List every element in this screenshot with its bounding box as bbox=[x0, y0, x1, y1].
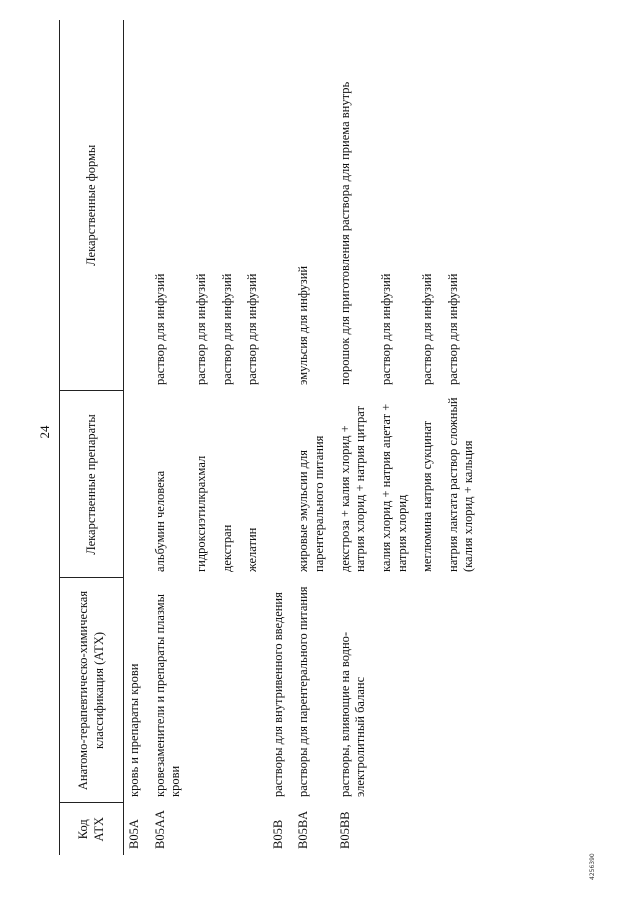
cell-form: раствор для инфузий bbox=[152, 273, 167, 385]
cell-drug: меглюмина натрия сукцинат bbox=[420, 420, 435, 572]
cell-code: B05BA bbox=[296, 810, 311, 849]
table-row bbox=[124, 20, 150, 855]
document-id: 4256390 bbox=[589, 853, 596, 880]
cell-form bbox=[268, 20, 294, 391]
cell-atc: кровь и препараты крови bbox=[127, 663, 141, 797]
cell-code bbox=[242, 803, 268, 855]
cell-form bbox=[124, 20, 150, 391]
cell-atc bbox=[242, 578, 268, 803]
cell-form: эмульсия для инфузий bbox=[296, 265, 311, 385]
cell-code bbox=[443, 803, 484, 855]
cell-form: порошок для приготовления раствора для приема внутрь bbox=[337, 81, 352, 385]
rotated-page-content bbox=[59, 20, 609, 855]
table-row bbox=[150, 20, 191, 855]
cell-atc bbox=[376, 578, 417, 803]
cell-atc bbox=[191, 578, 217, 803]
cell-atc bbox=[417, 578, 443, 803]
cell-form: раствор для инфузий bbox=[420, 273, 435, 385]
cell-drug: желатин bbox=[245, 527, 260, 572]
table-header-row bbox=[60, 20, 124, 855]
table-row bbox=[443, 20, 484, 855]
table-row bbox=[335, 20, 376, 855]
cell-atc: кровезаменители и препараты плазмы крови bbox=[152, 593, 183, 797]
cell-code: B05AA bbox=[152, 810, 167, 849]
drug-classification-table bbox=[59, 20, 484, 855]
cell-atc: растворы для внутривенного введения bbox=[270, 592, 285, 797]
cell-form: раствор для инфузий bbox=[445, 273, 460, 385]
cell-atc: растворы для парентерального питания bbox=[296, 586, 311, 797]
cell-drug bbox=[124, 391, 150, 578]
cell-code bbox=[191, 803, 217, 855]
cell-atc bbox=[217, 578, 243, 803]
cell-drug: гидроксиэтилкрахмал bbox=[193, 455, 208, 572]
table-row bbox=[217, 20, 243, 855]
cell-drug: натрия лактата раствор сложный (калия хлорид + кальция bbox=[445, 397, 476, 572]
cell-drug: декстроза + калия хлорид + натрия хлорид + натрия цитрат bbox=[337, 406, 368, 572]
page-number: 24 bbox=[37, 425, 52, 439]
cell-atc bbox=[443, 578, 484, 803]
cell-drug: декстран bbox=[219, 524, 234, 572]
cell-atc: растворы, влияющие на водно-электролитный баланс bbox=[337, 631, 368, 797]
cell-form: раствор для инфузий bbox=[219, 273, 234, 385]
cell-drug: жировые эмульсии для парентерального питания bbox=[296, 435, 326, 572]
cell-drug bbox=[268, 391, 294, 578]
cell-code: B05BB bbox=[337, 811, 352, 849]
cell-form: раствор для инфузий bbox=[378, 273, 393, 385]
cell-code bbox=[376, 803, 417, 855]
cell-code bbox=[217, 803, 243, 855]
header-dosage-forms: Лекарственные формы bbox=[60, 20, 124, 391]
header-atc-code: Код АТХ bbox=[60, 803, 124, 855]
table-row bbox=[376, 20, 417, 855]
cell-code: B05B bbox=[270, 819, 285, 849]
cell-drug: альбумин человека bbox=[152, 470, 167, 572]
cell-code bbox=[417, 803, 443, 855]
table-row bbox=[268, 20, 294, 855]
table-row bbox=[191, 20, 217, 855]
cell-code: B05A bbox=[127, 819, 141, 849]
cell-form: раствор для инфузий bbox=[193, 273, 208, 385]
header-atc-classification: Анатомо-терапевтическо-химическая классификация (АТХ) bbox=[60, 578, 124, 803]
cell-form: раствор для инфузий bbox=[245, 273, 260, 385]
header-drugs: Лекарственные препараты bbox=[60, 391, 124, 578]
table-row bbox=[417, 20, 443, 855]
cell-drug: калия хлорид + натрия ацетат + натрия хлорид bbox=[378, 403, 409, 572]
table-row bbox=[293, 20, 334, 855]
table-row bbox=[242, 20, 268, 855]
